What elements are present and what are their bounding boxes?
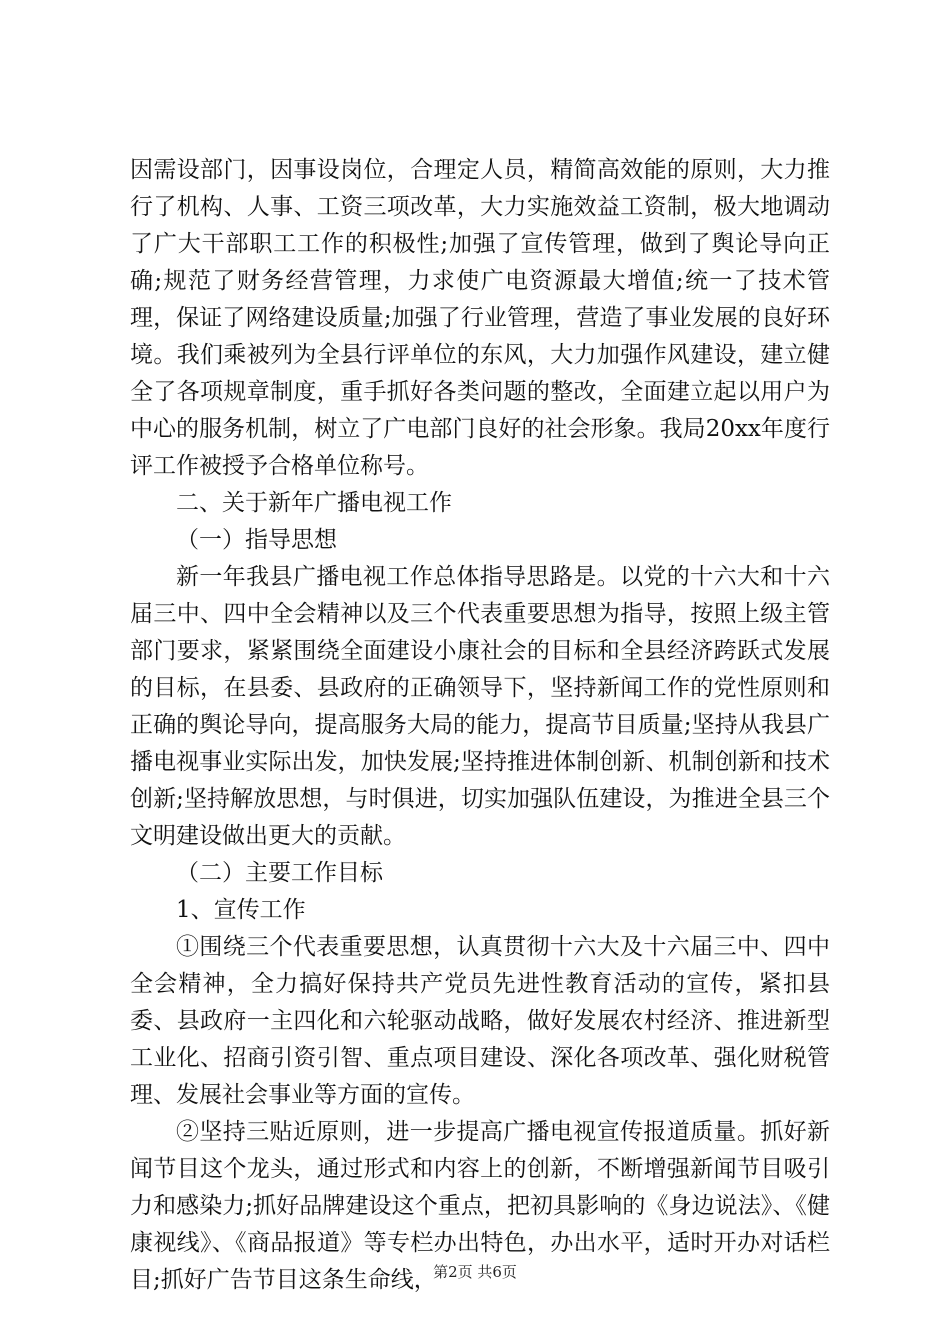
subsection-heading-1: （一）指导思想 xyxy=(176,527,337,553)
subsection-heading-2: （二）主要工作目标 xyxy=(176,860,383,886)
section-heading-2: 二、关于新年广播电视工作 xyxy=(176,490,452,516)
document-body xyxy=(130,152,830,1299)
paragraph-item-1: ①围绕三个代表重要思想，认真贯彻十六大及十六届三中、四中全会精神，全力搞好保持共产党员先进性教育活动的宣传，紧扣县委、县政府一主四化和六轮驱动战略，做好发展农村经济、推进新型工业化、招商引资引智、重点项目建设、深化各项改革、强化财税管理、发展社会事业等方面的宣传。 xyxy=(130,934,830,1108)
paragraph-1: 因需设部门，因事设岗位，合理定人员，精简高效能的原则，大力推行了机构、人事、工资三项改革，大力实施效益工资制，极大地调动了广大干部职工工作的积极性;加强了宣传管理，做到了舆论导向正确;规范了财务经营管理，力求使广电资源最大增值;统一了技术管理，保证了网络建设质量;加强了行业管理，营造了事业发展的良好环境。我们乘被列为全县行评单位的东风，大力加强作风建设，建立健全了各项规章制度，重手抓好各类问题的整改，全面建立起以用户为中心的服务机制，树立了广电部门良好的社会形象。我局20xx年度行评工作被授予合格单位称号。 xyxy=(130,157,830,479)
page-footer: 第2页 共6页 xyxy=(433,1263,517,1281)
item-heading-1: 1、宣传工作 xyxy=(176,897,306,923)
paragraph-guiding-thought: 新一年我县广播电视工作总体指导思路是。以党的十六大和十六届三中、四中全会精神以及三个代表重要思想为指导，按照上级主管部门要求，紧紧围绕全面建设小康社会的目标和全县经济跨跃式发展的目标，在县委、县政府的正确领导下，坚持新闻工作的党性原则和正确的舆论导向，提高服务大局的能力，提高节目质量;坚持从我县广播电视事业实际出发，加快发展;坚持推进体制创新、机制创新和技术创新;坚持解放思想，与时俱进，切实加强队伍建设，为推进全县三个文明建设做出更大的贡献。 xyxy=(130,564,830,849)
paragraph-item-2: ②坚持三贴近原则，进一步提高广播电视宣传报道质量。抓好新闻节目这个龙头，通过形式和内容上的创新，不断增强新闻节目吸引力和感染力;抓好品牌建设这个重点，把初具影响的《身边说法》、《健康视线》、《商品报道》等专栏办出特色，办出水平，适时开办对话栏目;抓好广告节目这条生命线， xyxy=(130,1119,830,1293)
